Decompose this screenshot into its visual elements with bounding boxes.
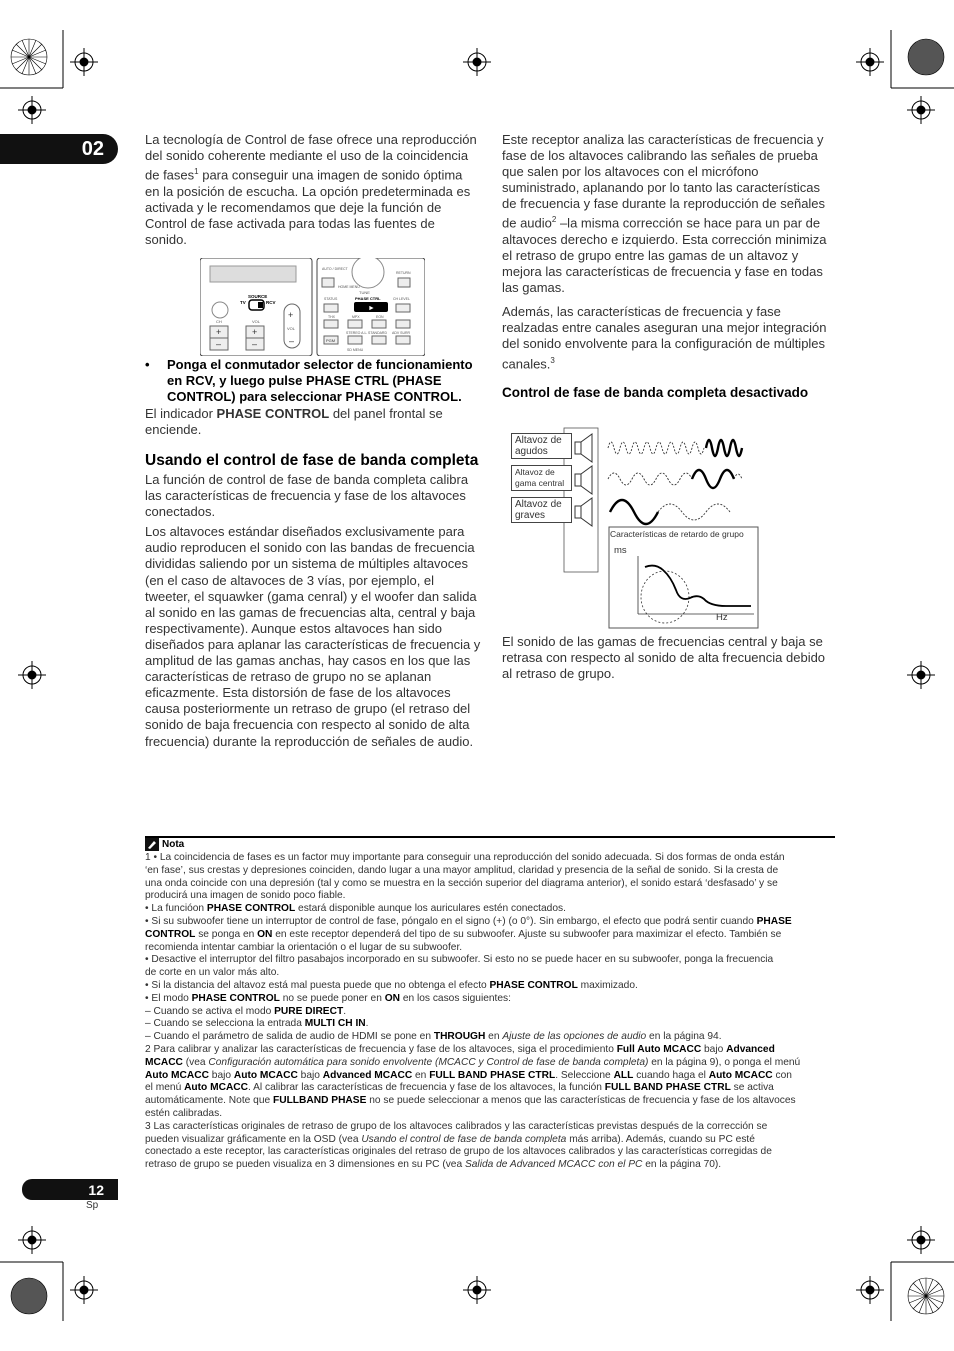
note-line [145,1159,835,1172]
y-axis-unit: ms [614,545,627,556]
note-line [145,1057,835,1070]
note-segment: bajo [297,1069,323,1081]
note-line [145,1108,835,1121]
note-line [145,890,835,903]
woofer-wave-thin [658,504,730,520]
note-segment: cuando haga el [633,1069,709,1081]
note-segment: • La funcióon [145,903,207,915]
note-line [145,993,835,1006]
note-segment: conectado a este receptor, las características originales del retraso de grupo de los altavoces calibrados y las características corregidas de [145,1146,772,1158]
midrange-wave-tail [734,474,742,479]
note-line [145,1082,835,1095]
remote-ch-level-label: CH LEVEL [393,297,410,301]
remote-phase-ctrl-label: PHASE CTRL [355,296,381,301]
right-paragraph-2: Además, las características de frecuencia y fase realzadas entre canales aseguran una mejor integración del sonido envolvente para la configuración de múltiples canales.$^3$ [502,304,827,371]
note-line [145,929,835,942]
note-segment: Auto MCACC [708,1069,773,1081]
note-segment: 1 • La coincidencia de fases es un factor muy importante para conseguir una reproducción del sonido adecuada. Si dos formas de onda están [145,852,785,863]
remote-vol-right-label: VOL [287,326,296,331]
footnote-ref-1: 1 [194,167,199,177]
section-heading: Usando el control de fase de banda completa [145,452,479,469]
footnote-ref-2: 2 [551,215,557,225]
note-line [145,1018,835,1031]
note-segment: MCACC [145,1056,183,1068]
note-segment: automáticamente. Note que [145,1095,273,1107]
page-tab [22,1179,118,1200]
note-segment: • Si su subwoofer tiene un interruptor de control de fase, póngalo en el signo (+) (o 0°). Sin embargo, el efecto que podrá sentir cuando [145,915,757,927]
note-segment: en los casos siguientes: [399,992,511,1004]
remote-row3-label-2: MPX [352,315,360,319]
svg-text:+: + [288,310,294,320]
note-segment: estén calibradas. [145,1107,223,1119]
note-segment: . [343,1005,347,1017]
page-number: 12 [88,1181,104,1198]
remote-illustration [200,258,425,356]
left-intro [145,132,480,252]
remote-status-label: STATUS [324,297,338,301]
note-segment: ‘en fase’, sus crestas y depresiones coinciden, dando lugar a una mayor amplitud, claridad y presencia de la señal de sonido. Si la cresta de [145,864,779,876]
remote-row4-label-3: ADV SURR [392,331,411,335]
svg-text:–: – [216,339,222,349]
section-paragraph-1: La función de control de fase de banda completa calibra las características de frecuencia y fase de los altavoces conectados. [145,472,469,520]
note-pencil-icon [145,838,159,851]
note-line [145,1031,835,1044]
instruction-text: Ponga el conmutador selector de funcionamiento en RCV, y luego pulse PHASE CTRL (PHASE CONTROL) para seleccionar PHASE CONTROL. [167,357,473,405]
note-segment: bajo [208,1069,234,1081]
note-segment: en la página 9), o ponga el menú [648,1056,801,1068]
note-line [145,865,835,878]
woofer-wave-bold [610,500,658,524]
note-segment: PHASE CONTROL [191,992,280,1004]
remote-top-label-2: HOME MENU [338,285,360,289]
note-segment: (vea [182,1056,209,1068]
notes-header [145,838,184,851]
note-segment: Salida de Advanced MCACC con el PC [464,1159,643,1171]
note-line [145,878,835,891]
chapter-tab [0,134,118,164]
note-line [145,980,835,993]
tweeter-wave-bold [706,440,742,456]
note-segment: pueden visualizar gráficamente en la OSD (vea [145,1133,362,1145]
note-segment: en la página 70). [642,1159,722,1171]
note-line [145,852,835,865]
note-segment: Auto MCACC [184,1082,249,1094]
left-instructions [145,357,485,442]
midrange-label: Altavoz de gama central [511,465,572,491]
right-paragraph-1: Este receptor analiza las características de frecuencia y fase de los altavoces calibrando las señales de prueba que salen por los altavoces con el micrófono suministrado, aplanando por lo tanto las características de frecuencia y fase durante la reproducción de señales de audio$^2$ –la misma corrección se hace para un par de altavoces derecho e izquierdo. Esta corrección minimiza el retraso de grupo entre las gamas de un altavoz y mejora las características de frecuencia y fase en todas las gamas. [502,132,827,296]
note-segment: FULL BAND PHASE CTRL [429,1069,556,1081]
footnote-ref-3: 3 [550,355,555,365]
note-segment: en [412,1069,430,1081]
note-segment: 3 Las características originales de retraso de grupo de los altavoces calibrados y las características previstas después de la corrección se [145,1120,768,1132]
note-segment: con [772,1069,792,1081]
tweeter-wave-thin [608,442,704,454]
svg-text:+: + [216,327,222,337]
note-segment: – Cuando se selecciona la entrada [145,1018,305,1030]
remote-row3-label-3: EON [376,315,384,319]
note-segment: no se puede poner en [279,992,385,1004]
remote-row3-label-1: THX [328,315,335,319]
midrange-wave-bold [692,470,734,488]
remote-vol-label: VOL [252,319,261,324]
note-line [145,1121,835,1134]
svg-text:–: – [252,339,258,349]
note-segment: Advanced MCACC [322,1069,413,1081]
note-line [145,916,835,929]
note-segment: CONTROL [145,928,196,940]
remote-tv-label: TV [240,300,246,305]
svg-text:–: – [289,336,295,346]
note-line [145,954,835,967]
diagram-caption: El sonido de las gamas de frecuencias central y baja se retrasa con respecto al sonido de alta frecuencia debido al retraso de grupo. [502,634,826,682]
note-line [145,942,835,955]
remote-rcv-label: RCV [266,300,276,305]
note-line [145,1095,835,1108]
note-segment: se ponga en [195,928,258,940]
note-line [145,1006,835,1019]
sub-heading: Control de fase de banda completa desactivado [502,385,809,400]
note-segment: PURE DIRECT [274,1005,344,1017]
note-segment: no se puede seleccionar a menos que las características de frecuencia y fase de los altavoces [366,1095,796,1107]
note-segment: una onda coincide con una depresión (tal y como se muestra en la sección superior del diagrama anterior), el sonido estará ‘desfasado’ y se [145,877,778,889]
remote-top-label-1: AUTO / DIRECT [322,267,348,271]
note-segment: en [485,1031,503,1043]
left-section-body [145,472,483,754]
note-segment: ON [384,992,400,1004]
note-line [145,1044,835,1057]
note-line [145,967,835,980]
note-line [145,903,835,916]
svg-text:►: ► [368,305,375,312]
right-body [502,132,836,376]
note-segment: ALL [613,1069,634,1081]
note-segment: Auto MCACC [233,1069,298,1081]
note-segment: de corte en un valor más alto. [145,967,280,979]
intro-paragraph: La tecnología de Control de fase ofrece una reproducción del sonido coherente mediante el uso de la coincidencia de fases$^1$ para conseguir una imagen de sonido óptima en la posición de escucha. La opción predeterminada es activada y le recomendamos que deje la función de Control de fase activada para todas las fuentes de sonido. [145,132,477,247]
note-segment: ON [257,928,273,940]
notes-title: Nota [162,839,185,850]
note-segment: estará disponible aunque los auriculares estén conectados. [295,903,566,915]
note-segment: Full Auto MCACC [616,1043,702,1055]
midrange-wave-thin [608,473,692,485]
chapter-number: 02 [81,137,104,160]
x-axis-unit: Hz [716,612,728,623]
note-segment: MULTI CH IN [304,1018,366,1030]
svg-text:+: + [252,327,258,337]
note-segment: Usando el control de fase de banda completa [361,1133,567,1145]
note-segment: FULL BAND PHASE CTRL [604,1082,731,1094]
phase-diagram [508,424,766,630]
note-segment: – Cuando el parámetro de salida de audio de HDMI se pone en [145,1031,434,1043]
woofer-label: Altavoz de graves [511,497,572,523]
section-paragraph-2: Los altavoces estándar diseñados exclusivamente para audio reproducen el sonido con las bandas de frecuencia divididas saliendo por un sistema de múltiples altavoces (en el caso de altavoces de 3 vías, por ejemplo, el tweeter, el squawker (gama cenral) y el woofer dan salida al sonido en las gamas de frecuencias alta, central y baja respectivamente). Aunque estos altavoces han sido diseñados para aplanar las características de frecuencia y amplitud de las gamas anchas, hay casos en los que las características de retraso de grupo no se aplanan eficazmente. Esta distorsión de fase de los altavoces causa posteriormente un retraso de grupo (el retraso del sonido de baja frecuencia con respecto al sonido de alta frecuencia) durante la reproducción de señales de audio. [145,524,481,749]
note-segment: FULLBAND PHASE [273,1095,367,1107]
instruction-bullet: • Ponga el conmutador selector de funcionamiento en RCV, y luego pulse PHASE CTRL (PHASE CONTROL) para seleccionar PHASE CONTROL. [145,357,485,405]
notes-rule [145,836,835,838]
remote-row4-label-1: STEREO A.L. [346,331,368,335]
note-segment: Auto MCACC [145,1069,209,1081]
note-segment: . Seleccione [555,1069,614,1081]
note-segment: retraso de grupo se pueden visualiza en 3 dimensiones en su PC (vea [145,1159,465,1171]
remote-source-label: SOURCE [248,294,268,299]
remote-sd-menu-label: SD MENU [347,348,364,352]
note-line [145,1070,835,1083]
tweeter-label: Altavoz de agudos [511,433,572,459]
note-segment: • Si la distancia del altavoz está mal puesta puede que no obtenga el efecto [145,979,490,991]
note-segment: maximizado. [577,979,638,991]
note-segment: . [365,1018,369,1030]
remote-top-label-3: RETURN [396,271,411,275]
note-line [145,1146,835,1159]
note-segment: en este receptor dependerá del tipo de su subwoofer. Ajuste su subwoofer para maximizar el efecto. También se [272,928,782,940]
graph-title: Características de retardo de grupo [610,529,744,539]
speaker-icons [575,434,592,526]
note-segment: más arriba). Además, cuando su PC esté [566,1133,755,1145]
note-segment: PHASE [756,915,792,927]
remote-ch-label: CH [216,319,222,324]
note-segment: • Desactive el interruptor del filtro pasabajos incorporado en su subwoofer. Si esto no se puede hacer en su subwoofer, ponga la frecuencia [145,954,774,966]
notes-body [145,852,835,1172]
note-segment: en la página 94. [646,1031,722,1043]
note-segment: THROUGH [433,1031,486,1043]
note-segment: Ajuste de las opciones de audio [502,1031,647,1043]
note-segment: se activa [730,1082,774,1094]
note-segment: – Cuando se activa el modo [145,1005,275,1017]
note-segment: • El modo [145,992,192,1004]
note-segment: Configuración automática para sonido envolvente (MCACC y Control de fase de banda completa) [208,1056,649,1068]
note-segment: producirá una imagen de sonido poco fiable. [145,890,346,902]
remote-row4-label-2: STANDARD [368,331,387,335]
note-segment: recomienda intentar cambiar la orientación o el lugar de su subwoofer. [145,941,463,953]
note-segment: Advanced [726,1043,775,1055]
note-segment: 2 Para calibrar y analizar las características de frecuencia y fase de los altavoces, siga el procedimiento [145,1043,617,1055]
note-segment: PHASE CONTROL [489,979,578,991]
note-line [145,1134,835,1147]
note-segment: . Al calibrar las características de frecuencia y fase de los altavoces, la función [248,1082,605,1094]
remote-pgm-label: PGM [326,338,336,343]
note-segment: el menú [145,1082,185,1094]
remote-tune-label: TUNE [359,290,370,295]
note-segment: bajo [701,1043,727,1055]
indicator-note: El indicador PHASE CONTROL del panel frontal se enciende. [145,406,443,438]
language-code: Sp [86,1200,99,1211]
note-segment: PHASE CONTROL [206,903,296,915]
